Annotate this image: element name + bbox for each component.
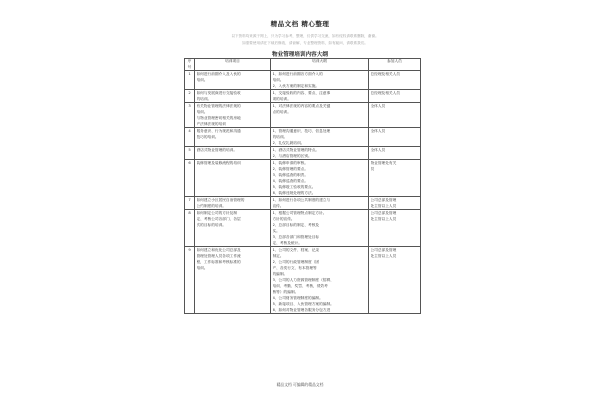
- header-cell-no: 序号: [185, 59, 195, 71]
- cell-line: 6、如何对物业管理各服务分包方进: [272, 308, 331, 312]
- cell-line: 2、入伙方案的制定和实施。: [272, 84, 320, 88]
- cell-line: 服务意识、行为规范和沟通: [196, 129, 241, 133]
- project-cell: [195, 160, 271, 197]
- table-row: [185, 247, 421, 314]
- cell-line: 产、各类行文、有本管理等: [272, 266, 317, 270]
- cell-line: 公司总部及管理: [370, 211, 397, 215]
- cell-line: 3、总部各部门和管理处目标: [272, 235, 320, 239]
- header-note: 如需要使用请在下载后修改，请谅解，专业整理资料，如有疑问，请联系我们。: [242, 41, 368, 45]
- project-cell: [195, 147, 271, 160]
- cell-line: 4、公司财务管理制度的编制。: [272, 296, 323, 300]
- outline-cell: [271, 128, 369, 147]
- project-cell: [195, 71, 271, 90]
- cell-line: 装修管理及装修流程的培训: [196, 161, 241, 165]
- cell-line: 如何与发展商进行交接验收: [196, 91, 241, 95]
- people-cell: [369, 247, 421, 314]
- cell-line: 的编制。: [272, 272, 288, 276]
- cell-line: 2、公司的行政管理制度（固: [272, 260, 320, 264]
- people-cell: [369, 103, 421, 128]
- cell-line: 3、装修巡查的职责。: [272, 173, 309, 177]
- footer-text: 精品文档 可编辑的精品文档: [276, 382, 324, 387]
- outline-cell: [271, 210, 369, 247]
- table-row: [185, 147, 421, 160]
- people-cell: [369, 210, 421, 247]
- cell-line: 4、装修巡查的要点。: [272, 179, 309, 183]
- cell-line: 程，工作标准和考核标准的: [196, 260, 241, 264]
- cell-line: 酒店式物业管理的培训。: [196, 148, 238, 152]
- cell-line: 全体人员: [370, 148, 386, 152]
- people-cell: [369, 71, 421, 90]
- cell-line: 全体人员: [370, 104, 386, 108]
- cell-line: 5、装修竣工验收的要点。: [272, 185, 316, 189]
- table-row: [185, 71, 421, 90]
- cell-line: 1、交接验收的内容、要点、注意事: [272, 91, 331, 95]
- cell-line: 2、礼仪礼貌培训。: [272, 141, 305, 145]
- cell-line: 如何进行前期介入及入伙的: [196, 72, 241, 76]
- cell-line: 制定。: [272, 254, 284, 258]
- cell-line: 物业管理处有关: [370, 161, 397, 165]
- cell-line: 总经理及相关人员: [370, 91, 400, 95]
- cell-line: 培训。: [196, 78, 208, 82]
- header-cell-project: 培训项目: [195, 59, 271, 71]
- cell-line: 定、考核及统计。: [272, 241, 302, 245]
- project-cell: [195, 210, 271, 247]
- cell-line: 公约制度的培训。: [196, 204, 226, 208]
- row-number: 7: [185, 197, 195, 210]
- table-row: [185, 160, 421, 197]
- outline-cell: [271, 147, 369, 160]
- cell-line: 核等）的编制。: [272, 290, 299, 294]
- cell-line: 培训。: [196, 110, 208, 114]
- cell-line: 定、考核公司各部门、各层: [196, 217, 241, 221]
- cell-line: 如何建立和优化公司总部及: [196, 248, 241, 252]
- cell-line: 培训、考勤、奖罚、考核，绩效考: [272, 284, 328, 288]
- table-row: [185, 90, 421, 103]
- cell-line: 处主管以上人员: [370, 254, 397, 258]
- cell-line: 项的培训。: [272, 97, 291, 101]
- cell-line: 3、公司的人力资源管理制度（招聘、: [272, 278, 334, 282]
- cell-line: 员: [370, 167, 375, 171]
- cell-line: 产法律法规的培训: [196, 122, 226, 126]
- cell-line: 实。: [272, 229, 280, 233]
- table-row: [185, 197, 421, 210]
- cell-line: 公司总部及管理: [370, 198, 397, 202]
- table-row: [185, 210, 421, 247]
- project-cell: [195, 247, 271, 314]
- people-cell: [369, 147, 421, 160]
- cell-line: 如何制定公司的方针及制: [196, 211, 238, 215]
- row-number: 3: [185, 103, 195, 128]
- people-cell: [369, 160, 421, 197]
- cell-line: 1、如何进行各项公共制度的建立与: [272, 198, 331, 202]
- cell-line: 次的目标的培训。: [196, 223, 226, 227]
- cell-line: 5、新接项目、入伙管理方案的编制。: [272, 302, 334, 306]
- cell-line: 1、根据公司管理特点制定方针。: [272, 211, 327, 215]
- cell-line: 全体人员: [370, 129, 386, 133]
- cell-line: 1、对法律法规的内容的要点及关键: [272, 104, 331, 108]
- table-header-row: [185, 59, 421, 71]
- row-number: 4: [185, 128, 195, 147]
- people-cell: [369, 197, 421, 210]
- outline-cell: [271, 197, 369, 210]
- row-number: 9: [185, 247, 195, 314]
- header-cell-people: 参加人员: [369, 59, 421, 71]
- table-row: [185, 103, 421, 128]
- row-number: 2: [185, 90, 195, 103]
- outline-cell: [271, 71, 369, 90]
- row-number: 1: [185, 71, 195, 90]
- cell-line: 2、装修管理的要点。: [272, 167, 309, 171]
- document-title: 物业管理培训内容大纲: [272, 52, 328, 58]
- cell-line: 总经理及相关人员: [370, 72, 400, 76]
- people-cell: [369, 128, 421, 147]
- cell-line: 的培训。: [272, 135, 288, 139]
- row-number: 6: [185, 160, 195, 197]
- project-cell: [195, 128, 271, 147]
- project-cell: [195, 197, 271, 210]
- training-outline-table: [184, 58, 421, 314]
- cell-line: 管理处管理人员各项工作流: [196, 254, 241, 258]
- cell-line: 2、与酒店管理的区别。: [272, 154, 312, 158]
- people-cell: [369, 90, 421, 103]
- header-note: 以下资料均来源于网上，只为学习参考，整理，仅供学习交流，如有侵权请联系删除，谢谢。: [231, 34, 379, 38]
- cell-line: 1、管理沟通意识、技巧、信息处理: [272, 129, 331, 133]
- outline-cell: [271, 103, 369, 128]
- cell-line: 6、装修违规处理的方法。: [272, 191, 316, 195]
- cell-line: 1、公司的文件、档案、记录: [272, 248, 320, 252]
- project-cell: [195, 103, 271, 128]
- outline-cell: [271, 247, 369, 314]
- cell-line: 1、酒店式物业管理的特点。: [272, 148, 320, 152]
- cell-line: 2、总部目标的制定、考核及: [272, 223, 320, 227]
- cell-line: 点的培训。: [272, 110, 291, 114]
- row-number: 5: [185, 147, 195, 160]
- cell-line: 培训。: [196, 266, 208, 270]
- cell-line: 宣传。: [272, 204, 284, 208]
- cell-line: 与物业管理密切相关的房地: [196, 116, 241, 120]
- project-cell: [195, 90, 271, 103]
- table-row: [185, 128, 421, 147]
- cell-line: 培训。: [272, 78, 284, 82]
- cell-line: 的培训。: [196, 97, 212, 101]
- row-number: 8: [185, 210, 195, 247]
- cell-line: 1、如何进行前期各方面介入的: [272, 72, 323, 76]
- outline-cell: [271, 160, 369, 197]
- cell-line: 公司总部及管理: [370, 248, 397, 252]
- outline-cell: [271, 90, 369, 103]
- cell-line: 1、装修申请的审核。: [272, 161, 309, 165]
- header-cell-outline: 培训大纲: [271, 59, 369, 71]
- cell-line: 处主管以上人员: [370, 204, 397, 208]
- cell-line: 如何建立小区居民自治管理的: [196, 198, 245, 202]
- cell-line: 有关物业管理的法律法规的: [196, 104, 241, 108]
- cell-line: 技巧的培训。: [196, 135, 219, 139]
- cell-line: 方针的宣传。: [272, 217, 295, 221]
- cell-line: 处主管以上人员: [370, 217, 397, 221]
- header-title: 精品文档 精心整理: [270, 20, 330, 28]
